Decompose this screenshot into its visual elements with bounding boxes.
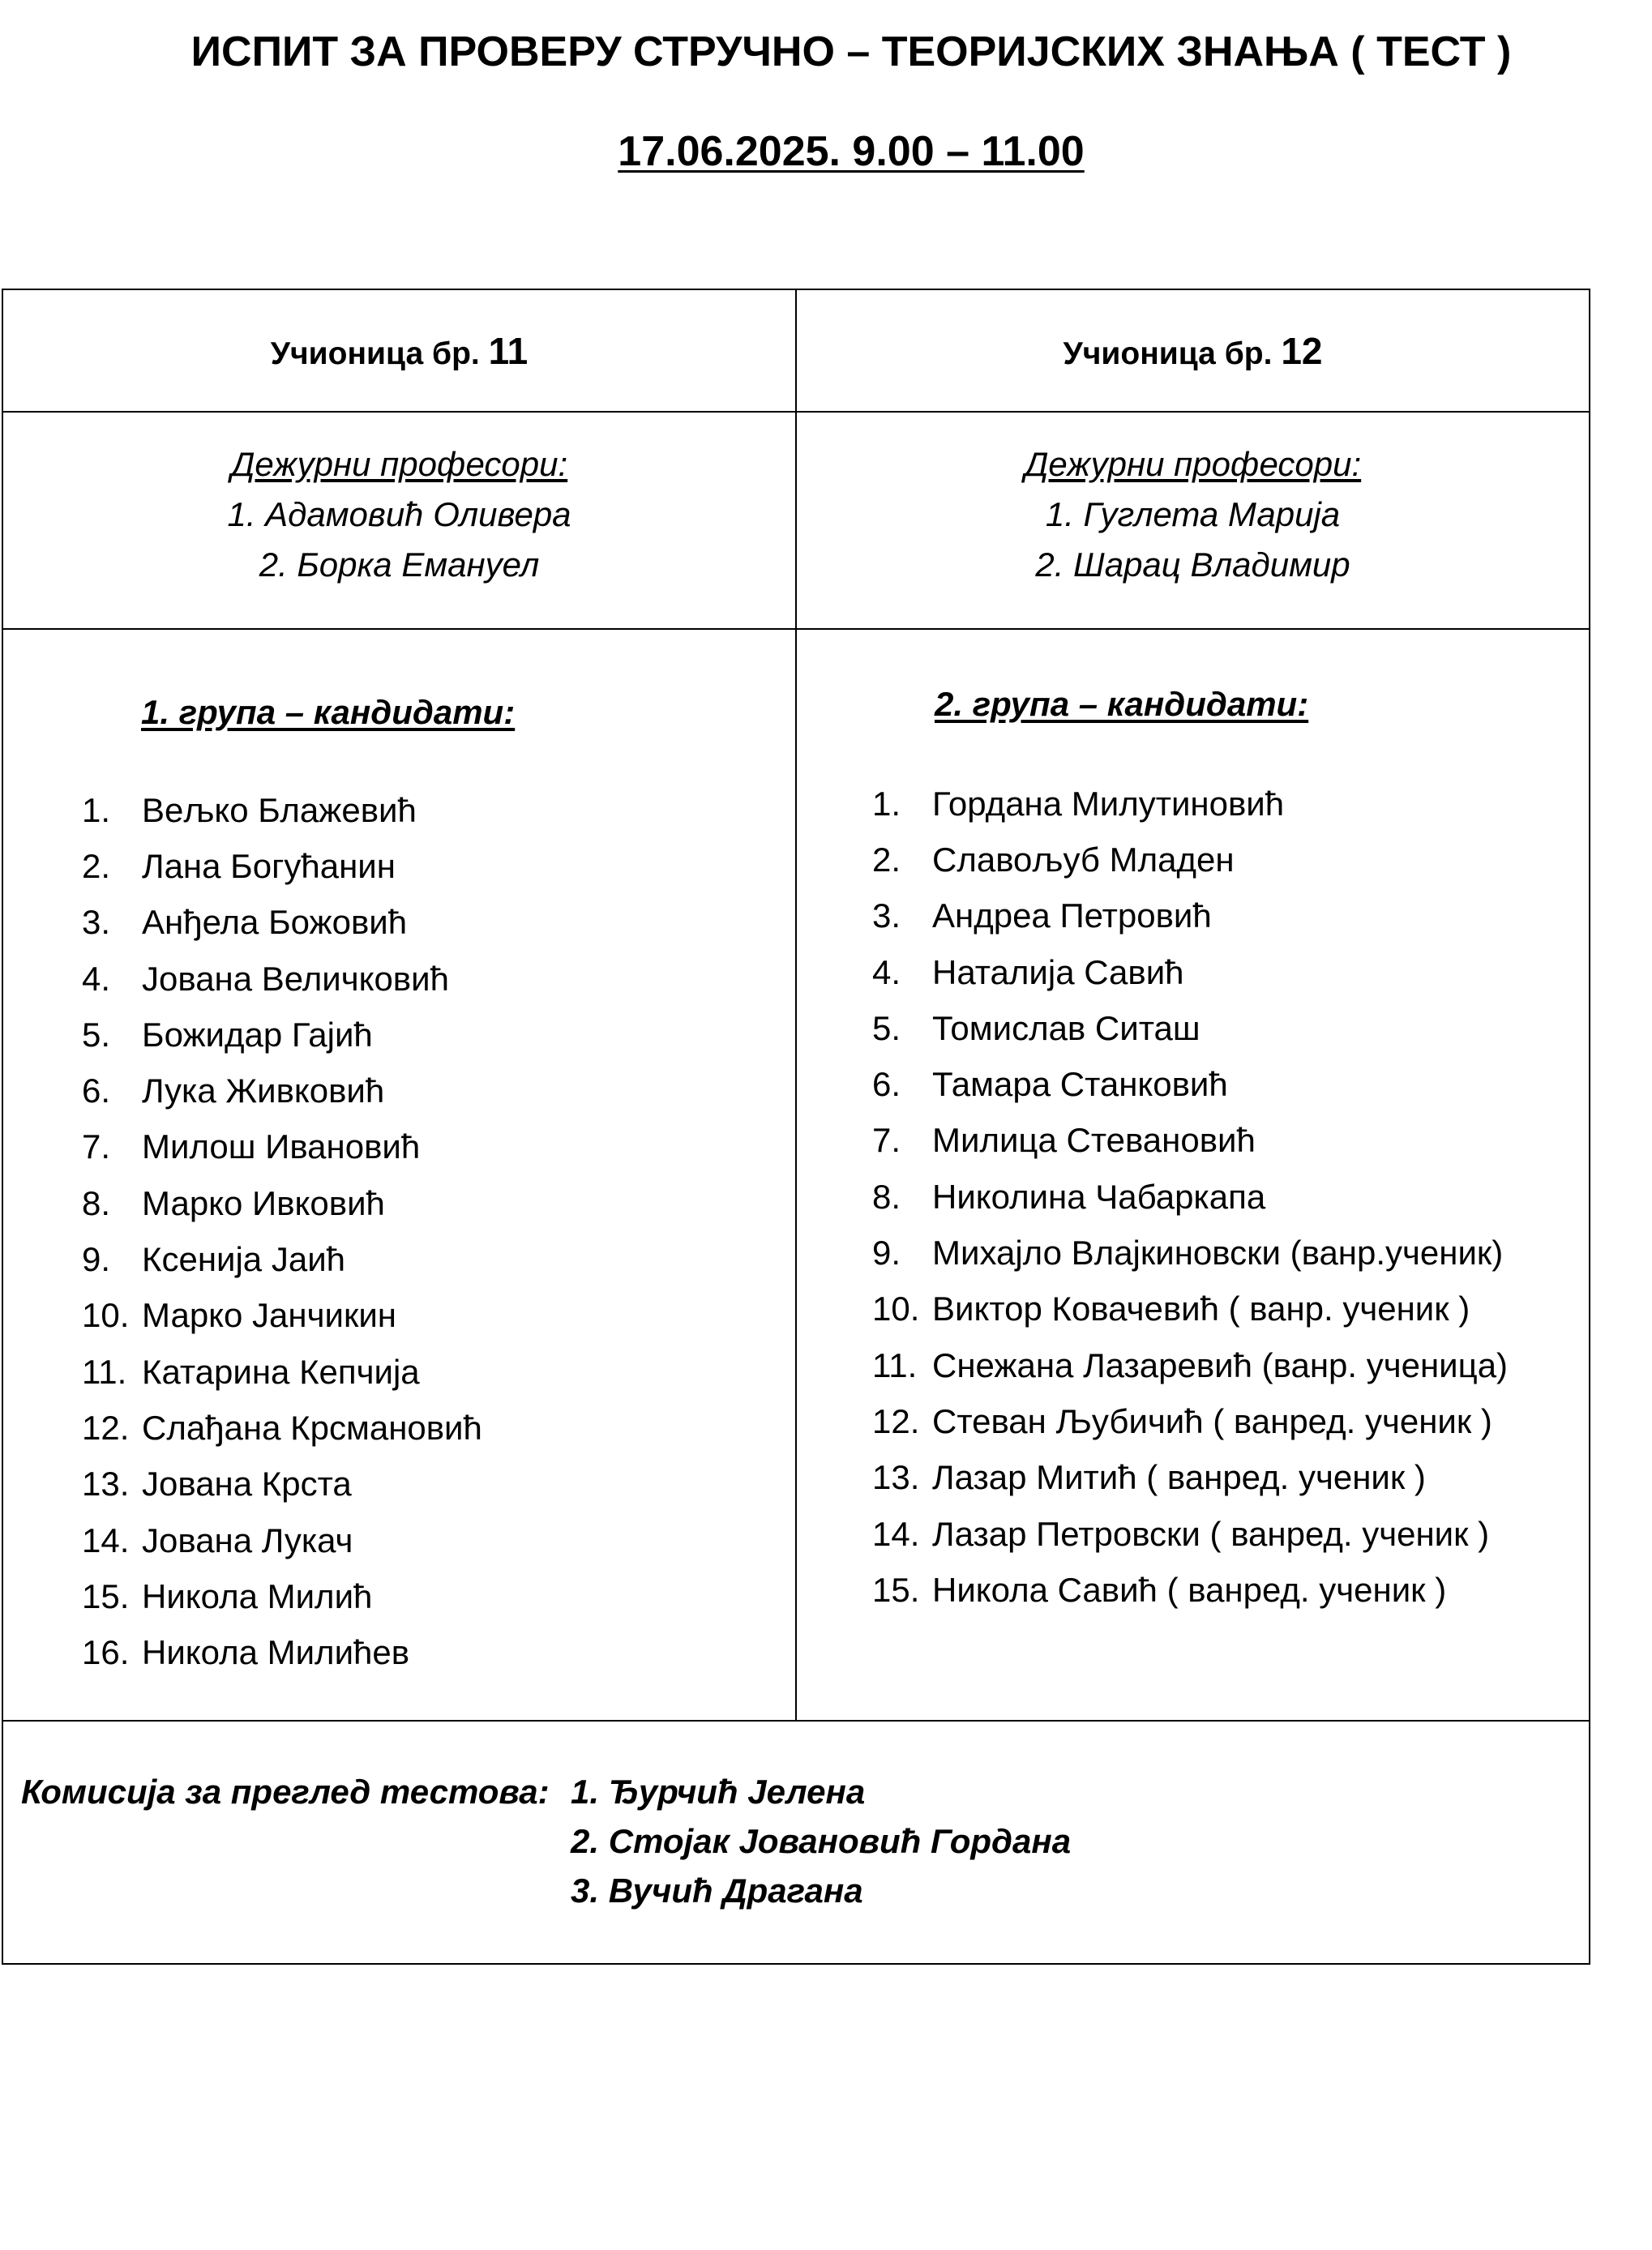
- candidate-item: [3, 895, 795, 951]
- candidate-item: [3, 1400, 795, 1456]
- candidate-name: Марко Ивковић: [142, 1183, 385, 1222]
- room-label: Учионица бр.: [1063, 336, 1273, 371]
- candidate-number: 6.: [82, 1072, 111, 1110]
- commission-line: [3, 1816, 1589, 1866]
- exam-date-time: 17.06.2025. 9.00 – 11.00: [618, 128, 1085, 175]
- candidate-number: 11.: [872, 1345, 918, 1384]
- commission-line: [3, 1767, 1589, 1816]
- candidate-name: Милош Ивановић: [142, 1127, 421, 1166]
- candidate-name: Божидар Гајић: [142, 1015, 373, 1054]
- candidate-item: [797, 1506, 1589, 1562]
- professors-heading: Дежурни професори:: [1024, 445, 1362, 483]
- candidate-name: Михајло Влајкиновски (ванр.ученик): [932, 1234, 1504, 1273]
- room-row: [2, 289, 1590, 412]
- candidate-number: 5.: [82, 1015, 111, 1054]
- professors-heading: Дежурни професори:: [230, 445, 568, 483]
- candidate-name: Анђела Божовић: [142, 903, 408, 942]
- candidate-number: 10.: [82, 1296, 130, 1335]
- candidate-item: [797, 944, 1589, 1000]
- candidate-item: [3, 838, 795, 894]
- candidate-number: 14.: [872, 1514, 920, 1553]
- candidate-number: 10.: [872, 1290, 920, 1328]
- candidate-number: 2.: [82, 846, 111, 885]
- candidate-number: 2.: [872, 840, 901, 879]
- candidate-name: Никола Милићев: [142, 1633, 410, 1672]
- professor-name: 1. Гуглета Марија: [1045, 495, 1341, 533]
- room-12-header: [796, 289, 1590, 412]
- candidate-number: 12.: [872, 1401, 920, 1440]
- candidate-number: 13.: [872, 1458, 920, 1497]
- candidates-row: [2, 629, 1590, 1721]
- candidate-item: [3, 1175, 795, 1231]
- candidate-name: Јована Лукач: [142, 1521, 353, 1559]
- candidate-item: [797, 1169, 1589, 1225]
- candidate-name: Томислав Ситаш: [932, 1008, 1200, 1047]
- candidate-item: [3, 1624, 795, 1680]
- candidate-item: [797, 1562, 1589, 1618]
- group-2-cell: [796, 629, 1590, 1721]
- page-title: ИСПИТ ЗА ПРОВЕРУ СТРУЧНО – ТЕОРИЈСКИХ ЗНАЊА ( ТЕСТ ): [190, 28, 1512, 75]
- candidate-item: [797, 1225, 1589, 1281]
- candidate-number: 5.: [872, 1008, 901, 1047]
- candidate-number: 4.: [872, 952, 901, 991]
- candidate-number: 9.: [872, 1234, 901, 1273]
- professor-name: 1. Адамовић Оливера: [227, 495, 571, 533]
- commission-member: 3. Вучић Драгана: [571, 1871, 863, 1910]
- candidate-name: Лука Живковић: [142, 1072, 385, 1110]
- candidate-number: 7.: [872, 1121, 901, 1160]
- candidate-item: [3, 1512, 795, 1568]
- candidate-name: Марко Јанчикин: [142, 1296, 396, 1335]
- commission-line: [3, 1866, 1589, 1915]
- candidate-item: [3, 951, 795, 1007]
- candidate-name: Лана Богућанин: [142, 846, 396, 885]
- candidate-item: [3, 1288, 795, 1344]
- candidate-number: 14.: [82, 1521, 130, 1559]
- room-label: Учионица бр.: [270, 336, 480, 371]
- candidate-item: [797, 1000, 1589, 1056]
- candidate-list: [3, 782, 795, 1681]
- candidate-number: 15.: [82, 1576, 130, 1615]
- room-11-header: [2, 289, 796, 412]
- candidate-number: 7.: [82, 1127, 111, 1166]
- candidate-list: [797, 776, 1589, 1618]
- group-heading: 1. група – кандидати:: [141, 693, 516, 731]
- candidate-name: Никола Савић ( ванред. ученик ): [932, 1570, 1447, 1609]
- candidate-name: Виктор Ковачевић ( ванр. ученик ): [932, 1290, 1470, 1328]
- group-1-cell: [2, 629, 796, 1721]
- candidate-name: Андреа Петровић: [932, 896, 1212, 935]
- candidate-name: Катарина Кепчија: [142, 1352, 420, 1391]
- commission-row: [2, 1721, 1590, 1964]
- commission-member: 2. Стојак Јовановић Гордана: [571, 1821, 1072, 1860]
- candidate-name: Лазар Петровски ( ванред. ученик ): [932, 1514, 1490, 1553]
- candidate-name: Наталија Савић: [932, 952, 1184, 991]
- candidate-name: Никола Милић: [142, 1576, 373, 1615]
- candidate-name: Стеван Љубичић ( ванред. ученик ): [932, 1401, 1492, 1440]
- candidate-item: [797, 1393, 1589, 1449]
- candidate-name: Славољуб Младен: [932, 840, 1235, 879]
- candidate-item: [3, 1119, 795, 1175]
- candidate-name: Јована Величковић: [142, 959, 449, 998]
- candidate-name: Милица Стевановић: [932, 1121, 1256, 1160]
- candidate-item: [797, 1450, 1589, 1506]
- candidate-item: [797, 1281, 1589, 1337]
- commission-member: 1. Ђурчић Јелена: [571, 1772, 866, 1811]
- exam-schedule-table: [2, 289, 1590, 1965]
- candidate-number: 8.: [82, 1183, 111, 1222]
- commission-label: Комисија за преглед тестова:: [21, 1772, 550, 1811]
- candidate-number: 6.: [872, 1065, 901, 1104]
- candidate-item: [797, 1113, 1589, 1169]
- candidate-name: Николина Чабаркапа: [932, 1177, 1266, 1216]
- candidate-item: [3, 1568, 795, 1624]
- professor-name: 2. Борка Емануел: [259, 545, 540, 584]
- group-heading: 2. група – кандидати:: [935, 685, 1309, 723]
- candidate-number: 1.: [82, 790, 111, 829]
- candidate-item: [3, 782, 795, 838]
- candidate-item: [797, 1056, 1589, 1112]
- candidate-name: Вељко Блажевић: [142, 790, 417, 829]
- candidate-item: [797, 832, 1589, 888]
- candidate-name: Ксенија Јаић: [142, 1240, 346, 1279]
- candidate-name: Лазар Митић ( ванред. ученик ): [932, 1458, 1426, 1497]
- candidate-item: [3, 1007, 795, 1063]
- room-12-professors: [796, 412, 1590, 629]
- candidate-number: 8.: [872, 1177, 901, 1216]
- professor-name: 2. Шарац Владимир: [1035, 545, 1350, 584]
- candidate-item: [797, 888, 1589, 944]
- candidate-number: 9.: [82, 1240, 111, 1279]
- candidate-item: [797, 1337, 1589, 1393]
- candidate-name: Јована Крста: [142, 1465, 352, 1504]
- candidate-item: [3, 1344, 795, 1400]
- candidate-item: [3, 1231, 795, 1287]
- candidate-name: Гордана Милутиновић: [932, 784, 1285, 823]
- room-number: 12: [1281, 329, 1323, 372]
- candidate-number: 12.: [82, 1408, 130, 1447]
- candidate-item: [797, 776, 1589, 832]
- candidate-name: Слађана Крсмановић: [142, 1408, 482, 1447]
- candidate-number: 4.: [82, 959, 111, 998]
- candidate-number: 3.: [872, 896, 901, 935]
- candidate-number: 16.: [82, 1633, 130, 1672]
- room-11-professors: [2, 412, 796, 629]
- candidate-number: 1.: [872, 784, 901, 823]
- candidate-number: 11.: [82, 1352, 127, 1391]
- professors-row: [2, 412, 1590, 629]
- commission-cell: [2, 1721, 1590, 1964]
- candidate-name: Снежана Лазаревић (ванр. ученица): [932, 1345, 1509, 1384]
- candidate-number: 15.: [872, 1570, 920, 1609]
- candidate-name: Тамара Станковић: [932, 1065, 1228, 1104]
- candidate-number: 3.: [82, 903, 111, 942]
- candidate-item: [3, 1457, 795, 1512]
- candidate-number: 13.: [82, 1465, 130, 1504]
- candidate-item: [3, 1063, 795, 1119]
- room-number: 11: [488, 329, 529, 372]
